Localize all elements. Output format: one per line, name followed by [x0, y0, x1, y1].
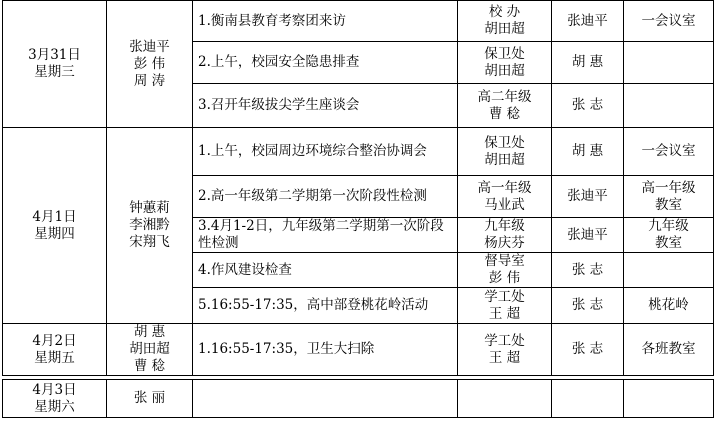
place-cell: 九年级 教室: [624, 218, 714, 253]
schedule-body: [3, 1, 714, 418]
task-cell: 3.4月1-2日，九年级第二学期第一次阶段性检测: [193, 218, 458, 253]
date-text: 3月31日: [28, 47, 81, 63]
schedule-table: [2, 0, 714, 418]
person-cell: 张迪平: [552, 1, 624, 42]
leaders-cell: 张迪平 彭 伟 周 涛: [107, 1, 193, 128]
weekday-text: 星期三: [34, 64, 75, 80]
place-cell: 高一年级 教室: [624, 176, 714, 218]
dept-cell: 校 办 胡田超: [458, 1, 552, 42]
dept-cell: 高一年级 马业武: [458, 176, 552, 218]
table-row: [3, 380, 714, 418]
task-cell: 2.高一年级第二学期第一次阶段性检测: [193, 176, 458, 218]
date-text: 4月1日: [32, 208, 77, 225]
person-cell: 张 志: [552, 288, 624, 324]
table-row: [3, 128, 714, 176]
date-cell: [3, 128, 107, 324]
person-cell: [552, 380, 624, 418]
person-cell: 张 志: [552, 84, 624, 128]
place-cell: 一会议室: [624, 128, 714, 176]
date-cell: [3, 324, 107, 376]
table-row: [3, 1, 714, 42]
weekday-text: 星期五: [34, 349, 75, 366]
dept-cell: 保卫处 胡田超: [458, 42, 552, 84]
task-cell: 1.上午，校园周边环境综合整治协调会: [193, 128, 458, 176]
dept-cell: 九年级 杨庆芬: [458, 218, 552, 253]
place-cell: 各班教室: [624, 324, 714, 376]
task-cell: 1.16:55-17:35，卫生大扫除: [193, 324, 458, 376]
dept-cell: 高二年级 曹 稔: [458, 84, 552, 128]
dept-cell: 督导室 彭 伟: [458, 253, 552, 288]
leaders-cell: 张 丽: [107, 380, 193, 418]
task-cell: [193, 380, 458, 418]
dept-cell: [458, 380, 552, 418]
task-cell: 2.上午，校园安全隐患排查: [193, 42, 458, 84]
table-row: [3, 324, 714, 376]
person-cell: 张迪平: [552, 218, 624, 253]
leaders-cell: 胡 惠 胡田超 曹 稔: [107, 324, 193, 376]
task-cell: 3.召开年级拔尖学生座谈会: [193, 84, 458, 128]
dept-cell: 学工处 王 超: [458, 288, 552, 324]
dept-cell: 学工处 王 超: [458, 324, 552, 376]
weekday-text: 星期六: [34, 398, 75, 415]
date-text: 4月3日: [32, 381, 77, 398]
person-cell: 张迪平: [552, 176, 624, 218]
leaders-cell: 钟蕙莉 李湘黔 宋翔飞: [107, 128, 193, 324]
place-cell: 一会议室: [624, 1, 714, 42]
person-cell: 胡 惠: [552, 42, 624, 84]
place-cell: [624, 253, 714, 288]
weekday-text: 星期四: [34, 225, 75, 242]
place-cell: [624, 84, 714, 128]
place-cell: 桃花岭: [624, 288, 714, 324]
task-cell: 5.16:55-17:35，高中部登桃花岭活动: [193, 288, 458, 324]
place-cell: [624, 42, 714, 84]
person-cell: 张 志: [552, 324, 624, 376]
place-cell: [624, 380, 714, 418]
date-cell: [3, 1, 107, 128]
person-cell: 胡 惠: [552, 128, 624, 176]
task-cell: 4.作风建设检查: [193, 253, 458, 288]
date-text: 4月2日: [32, 332, 77, 349]
date-cell: [3, 380, 107, 418]
person-cell: 张 志: [552, 253, 624, 288]
task-cell: 1.衡南县教育考察团来访: [193, 1, 458, 42]
dept-cell: 保卫处 胡田超: [458, 128, 552, 176]
